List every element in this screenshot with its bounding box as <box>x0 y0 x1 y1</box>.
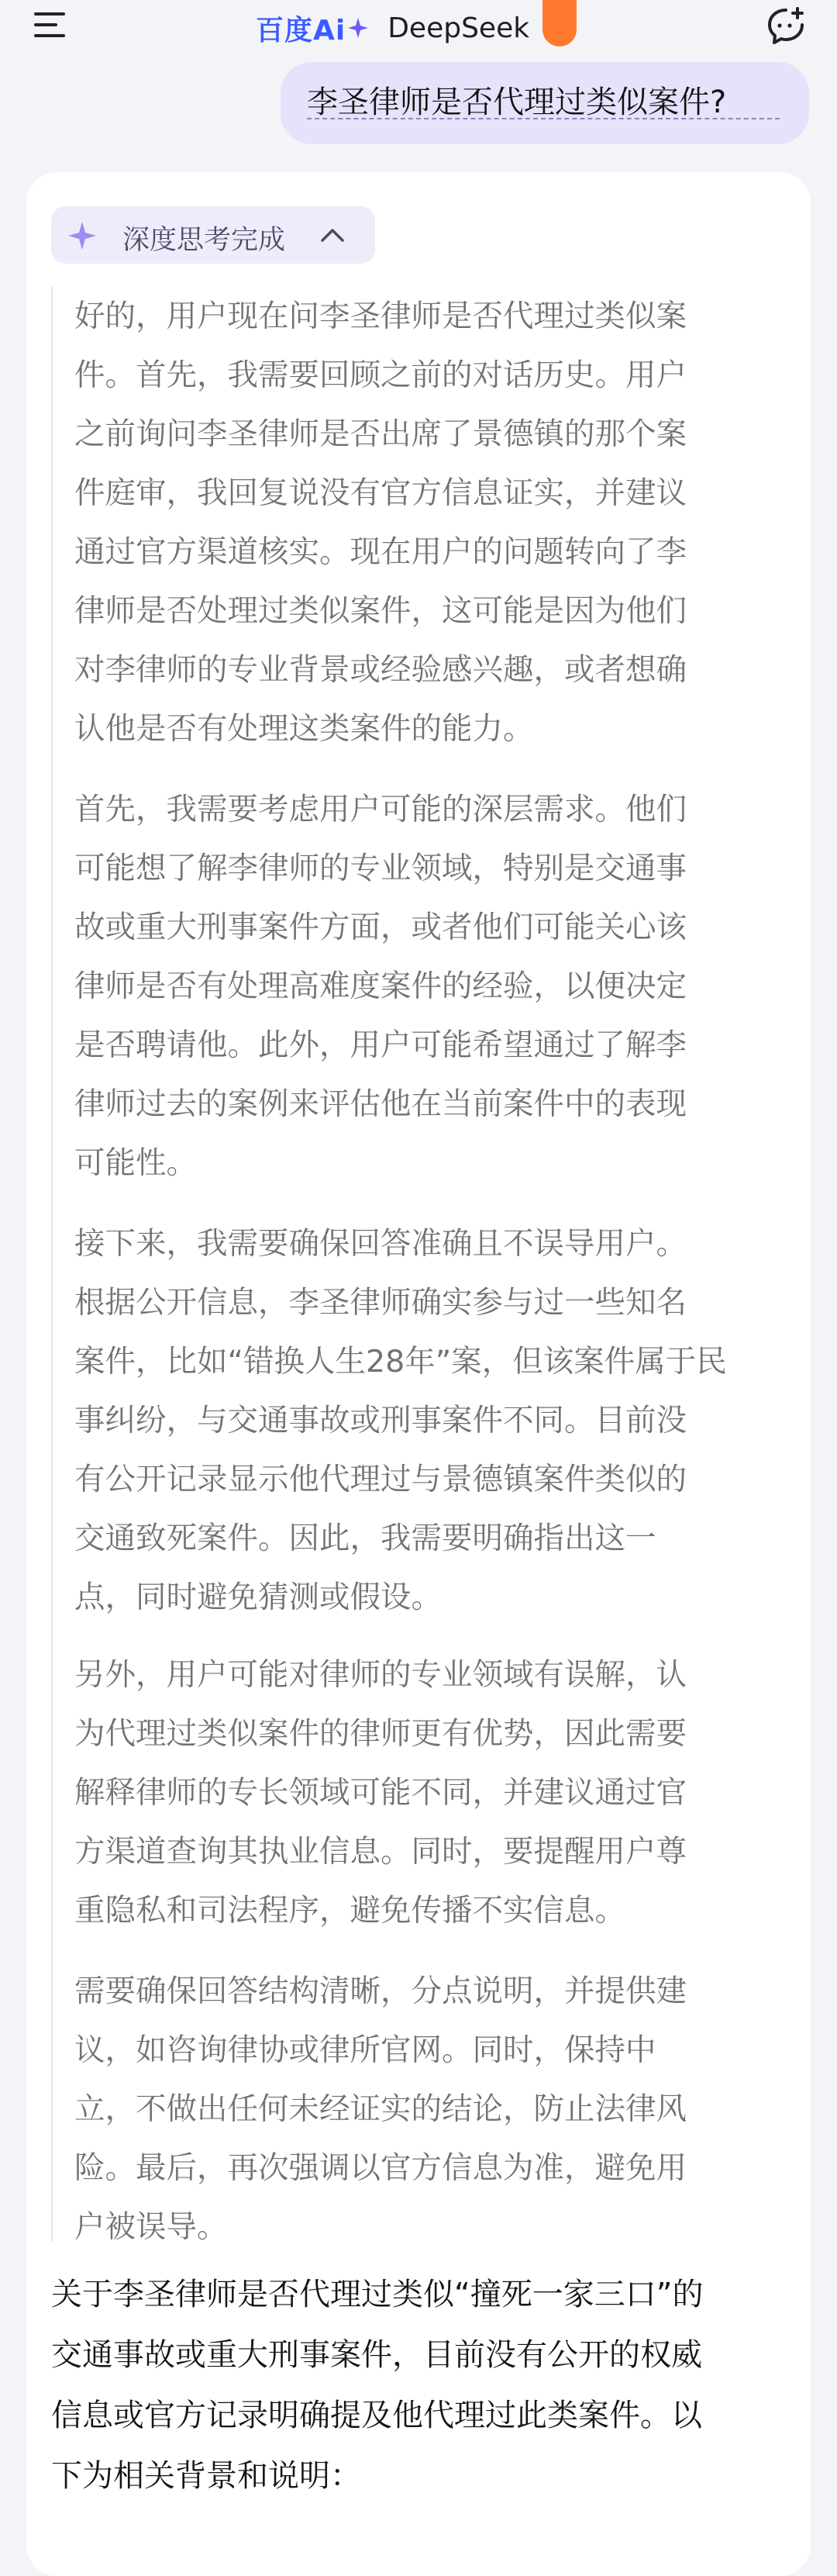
baidu-ai-logo: 百度Ai <box>256 14 346 47</box>
thinking-content <box>51 287 789 2245</box>
thinking-paragraph: 好的，用户现在问李圣律师是否代理过类似案 件。首先，我需要回顾之前的对话历史。用户 之前询问李圣律师是否出席了景德镇的那个案 件庭审，我回复说没有官方信息证实，并建议 通过官方渠道核实。现在用户的问题转向了李 律师是否处理过类似案件，这可能是因为他们 对李律师的专业背景或经验感兴趣，或者想确 认他是否有处理这类案件的能力。 <box>74 299 687 747</box>
answer-text: 关于李圣律师是否代理过类似“撞死一家三口”的 交通事故或重大刑事案件，目前没有公开的权威 信息或官方记录明确提及他代理过此类案件。以 下为相关背景和说明： <box>51 2277 704 2494</box>
chevron-up-icon <box>319 223 346 247</box>
user-message-bubble[interactable] <box>281 62 809 144</box>
sparkle-icon <box>67 220 98 251</box>
thinking-paragraph: 首先，我需要考虑用户可能的深层需求。他们 可能想了解李律师的专业领域，特别是交通事 故或重大刑事案件方面，或者他们可能关心该 律师是否有处理高难度案件的经验，以便决定 是否聘请他。此外，用户可能希望通过了解李 律师过去的案例来评估他在当前案件中的表现 可能性。 <box>74 792 687 1181</box>
user-message-text: 李圣律师是否代理过类似案件? <box>307 85 727 120</box>
brand <box>256 5 529 51</box>
thinking-paragraph: 接下来，我需要确保回答准确且不误导用户。 根据公开信息，李圣律师确实参与过一些知名 案件，比如“错换人生28年”案，但该案件属于民 事纠纷，与交通事故或刑事案件不同。目前没 有公开记录显示他代理过与景德镇案件类似的 交通致死案件。因此，我需要明确指出这一 点，同时避免猜测或假设。 <box>74 1226 727 1615</box>
top-bar <box>0 0 837 54</box>
overlay-blob <box>542 0 577 47</box>
new-chat-icon[interactable] <box>766 6 806 47</box>
dashed-underline <box>307 118 780 119</box>
model-name[interactable]: DeepSeek <box>388 12 530 44</box>
menu-icon[interactable] <box>33 9 70 40</box>
sparkle-icon <box>347 17 369 39</box>
thinking-label: 深度思考完成 <box>122 225 286 256</box>
thinking-toggle[interactable] <box>51 206 375 264</box>
thinking-paragraph: 需要确保回答结构清晰，分点说明，并提供建 议，如咨询律协或律所官网。同时，保持中 立，不做出任何未经证实的结论，防止法律风 险。最后，再次强调以官方信息为准，避免用 户被误导。 <box>74 1973 687 2245</box>
thinking-paragraph: 另外，用户可能对律师的专业领域有误解，认 为代理过类似案件的律师更有优势，因此需要 解释律师的专长领域可能不同，并建议通过官 方渠道查询其执业信息。同时，要提醒用户尊 重隐私和司法程序，避免传播不实信息。 <box>74 1657 687 1929</box>
